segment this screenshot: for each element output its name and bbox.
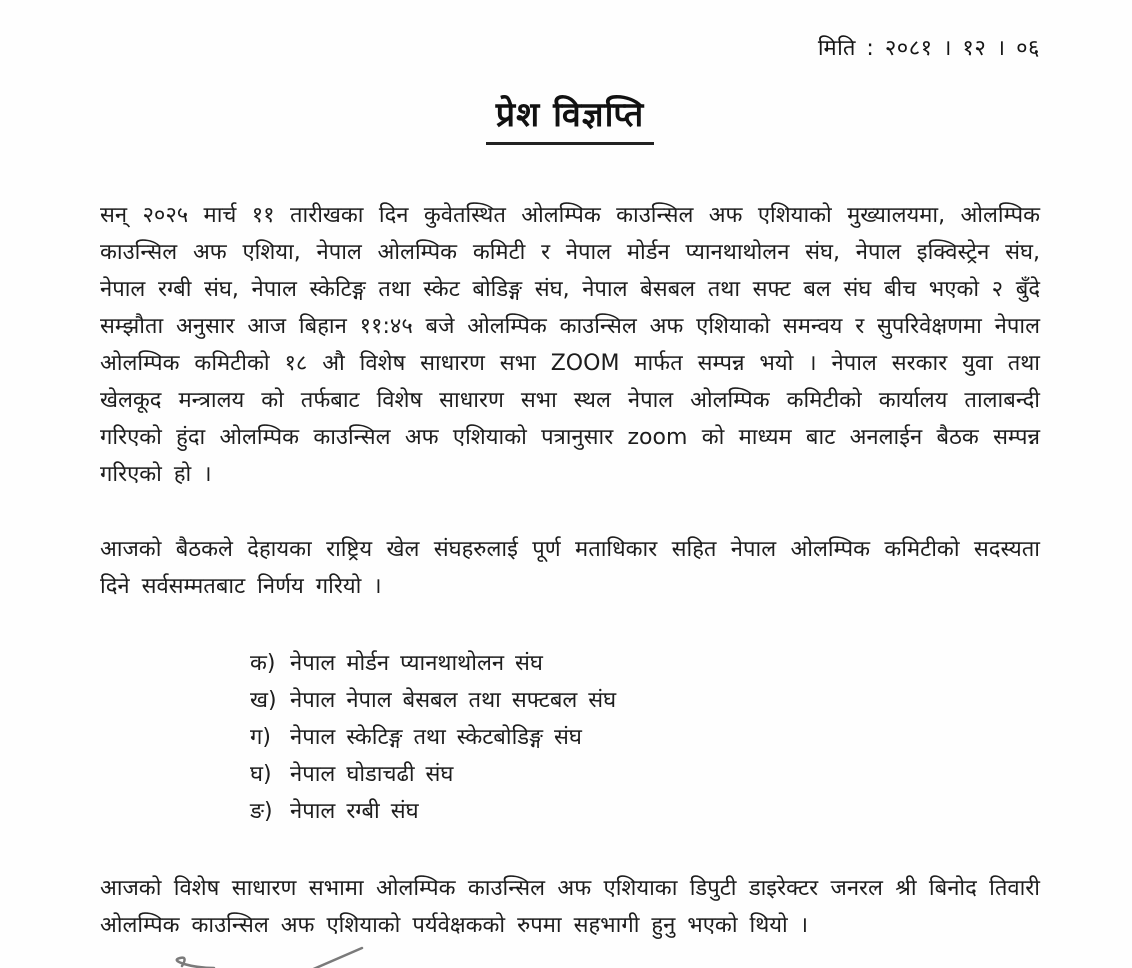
- page-title: प्रेश विज्ञप्ति: [486, 90, 654, 145]
- paragraph-observer-note: आजको विशेष साधारण सभामा ओलम्पिक काउन्सिल अफ एशियाका डिपुटी डाइरेक्टर जनरल श्री बिनोद तिवारी ओलम्पिक काउन्सिल अफ एशियाको पर्यवेक्षकको रुपमा सहभागी हुनु भएको थियो ।: [100, 876, 1040, 938]
- list-item: [250, 682, 1040, 719]
- date-line: मिति : २०८१ । १२ । ०६: [817, 36, 1040, 61]
- list-text: नेपाल मोर्डन प्यानथाथोलन संघ: [290, 651, 543, 676]
- list-text: नेपाल नेपाल बेसबल तथा सफ्टबल संघ: [290, 688, 617, 713]
- association-list: [250, 645, 1040, 830]
- paragraph-membership-decision: आजको बैठकले देहायका राष्ट्रिय खेल संघहरुलाई पूर्ण मताधिकार सहित नेपाल ओलम्पिक कमिटीको सदस्यता दिने सर्वसम्मतबाट निर्णय गरियो ।: [100, 537, 1040, 599]
- list-text: नेपाल रग्बी संघ: [290, 799, 419, 824]
- list-item: [250, 645, 1040, 682]
- paragraph-meeting-summary: सन् २०२५ मार्च ११ तारीखका दिन कुवेतस्थित ओलम्पिक काउन्सिल अफ एशियाको मुख्यालयमा, ओलम्पिक काउन्सिल अफ एशिया, नेपाल ओलम्पिक कमिटी र नेपाल मोर्डन प्यानथाथोलन संघ, नेपाल इक्विस्ट्रेन संघ, नेपाल रग्बी संघ, नेपाल स्केटिङ्ग तथा स्केट बोडिङ्ग संघ, नेपाल बेसबल तथा सफ्ट बल संघ बीच भएको २ बुँदे सम्झौता अनुसार आज बिहान ११:४५ बजे ओलम्पिक काउन्सिल अफ एशियाको समन्वय र सुपरिवेक्षणमा नेपाल ओलम्पिक कमिटीको १८ औ विशेष साधारण सभा ZOOM मार्फत सम्पन्न भयो । नेपाल सरकार युवा तथा खेलकूद मन्त्रालय को तर्फबाट विशेष साधारण सभा स्थल नेपाल ओलम्पिक कमिटीको कार्यालय तालाबन्दी गरिएको हुंदा ओलम्पिक काउन्सिल अफ एशियाको पत्रानुसार zoom को माध्यम बाट अनलाईन बैठक सम्पन्न गरिएको हो ।: [100, 203, 1040, 487]
- list-text: नेपाल घोडाचढी संघ: [290, 762, 454, 787]
- list-marker: क): [250, 651, 276, 676]
- list-marker: ङ): [250, 799, 273, 824]
- list-marker: ग): [250, 725, 271, 750]
- list-text: नेपाल स्केटिङ्ग तथा स्केटबोडिङ्ग संघ: [290, 725, 582, 750]
- list-marker: ख): [250, 688, 277, 713]
- list-item: [250, 793, 1040, 830]
- list-item: [250, 719, 1040, 756]
- signature-scribble-icon: [130, 934, 410, 968]
- title-wrap: [100, 90, 1040, 145]
- list-marker: घ): [250, 762, 272, 787]
- list-item: [250, 756, 1040, 793]
